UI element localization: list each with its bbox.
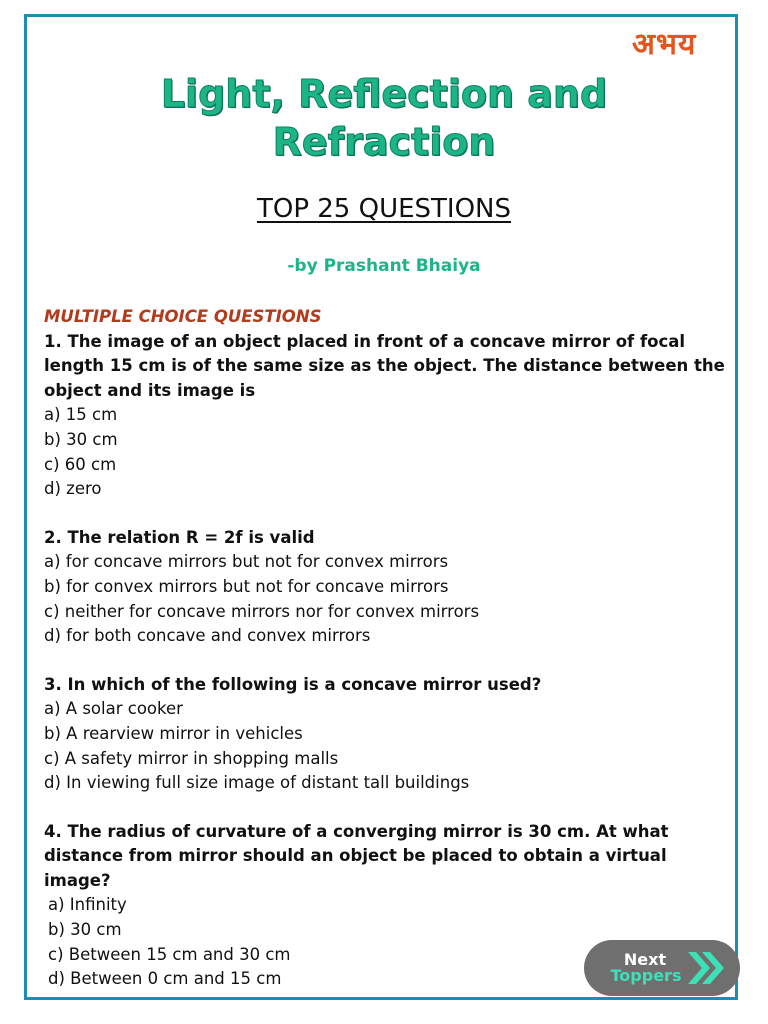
double-chevron-right-icon bbox=[684, 948, 728, 988]
answer-option: d) for both concave and convex mirrors bbox=[44, 626, 371, 646]
section-label: MULTIPLE CHOICE QUESTIONS bbox=[44, 307, 322, 326]
question-content bbox=[44, 305, 734, 992]
answer-option: a) for concave mirrors but not for convex mirrors bbox=[44, 552, 449, 572]
question-text-line: 2. The relation R = 2f is valid bbox=[44, 527, 315, 547]
answer-option: d) zero bbox=[44, 479, 102, 499]
brand-logo: अभय bbox=[632, 27, 697, 62]
answer-option: d) In viewing full size image of distant tall buildings bbox=[44, 773, 470, 793]
answer-option: b) 30 cm bbox=[44, 429, 118, 449]
title-line-2: Refraction bbox=[272, 120, 496, 164]
answer-option: c) 60 cm bbox=[44, 454, 117, 474]
answer-option: b) for convex mirrors but not for concave mirrors bbox=[44, 576, 449, 596]
answer-option: b) 30 cm bbox=[48, 920, 122, 940]
page-subtitle: TOP 25 QUESTIONS bbox=[256, 194, 512, 224]
next-toppers-badge[interactable] bbox=[584, 940, 740, 996]
answer-option: b) A rearview mirror in vehicles bbox=[44, 723, 303, 743]
badge-label-toppers: Toppers bbox=[610, 966, 682, 985]
badge-label-next: Next bbox=[623, 950, 667, 969]
question-text-line: 3. In which of the following is a concave mirror used? bbox=[44, 674, 542, 694]
question-text-line: distance from mirror should an object be placed to obtain a virtual image? bbox=[44, 846, 667, 890]
question-text-line: 4. The radius of curvature of a converging mirror is 30 cm. At what bbox=[44, 821, 669, 841]
question-text-line: length 15 cm is of the same size as the object. The distance between the bbox=[44, 356, 725, 376]
answer-option: c) neither for concave mirrors nor for convex mirrors bbox=[44, 601, 480, 621]
answer-option: c) Between 15 cm and 30 cm bbox=[48, 944, 291, 964]
title-line-1: Light, Reflection and bbox=[160, 72, 608, 116]
answer-option: d) Between 0 cm and 15 cm bbox=[48, 969, 282, 989]
question-block-2 bbox=[44, 526, 734, 649]
page-title bbox=[0, 70, 768, 166]
question-text-line: 1. The image of an object placed in front of a concave mirror of focal bbox=[44, 331, 686, 351]
answer-option: a) Infinity bbox=[48, 895, 127, 915]
author-byline: -by Prashant Bhaiya bbox=[287, 256, 481, 276]
question-block-3 bbox=[44, 673, 734, 796]
answer-option: a) 15 cm bbox=[44, 405, 118, 425]
answer-option: c) A safety mirror in shopping malls bbox=[44, 748, 339, 768]
question-block-1 bbox=[44, 330, 734, 502]
answer-option: a) A solar cooker bbox=[44, 699, 183, 719]
question-text-line: object and its image is bbox=[44, 380, 256, 400]
